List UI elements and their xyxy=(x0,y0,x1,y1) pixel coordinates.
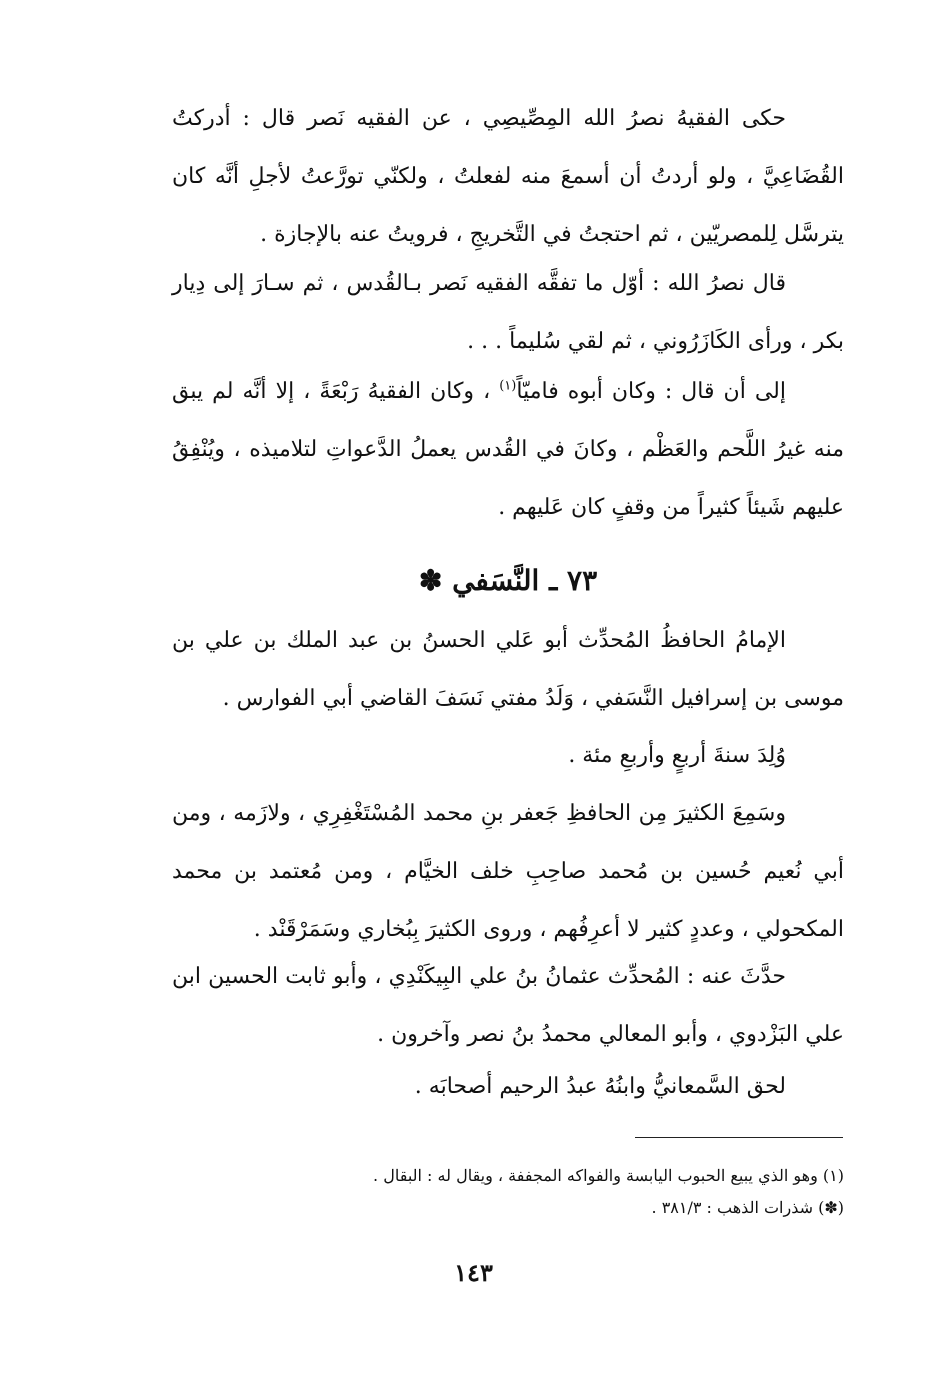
biography-heading: ٧٣ ـ النَّسَفي ✽ xyxy=(418,564,598,597)
footnote-1: (١) وهو الذي يبيع الحبوب اليابسة والفواكه المجففة ، ويقال له : البقال . xyxy=(373,1166,844,1185)
paragraph-samani: لحق السَّمعانيُّ وابنُهُ عبدُ الرحيم أصحابَه . xyxy=(414,1074,786,1099)
paragraph-nasr-travels: قال نصرُ الله : أوّل ما تفقَّه الفقيه نَصر بـالقُدس ، ثم سـارَ إلى دِيار بكر ، ورأى الكَازَرُوني ، ثم لقي سُليماً . . . xyxy=(172,271,844,354)
paragraph-father-start: إلى أن قال : وكان أبوه فاميّاً xyxy=(516,379,786,404)
paragraph-father xyxy=(172,363,844,537)
paragraph-birth: وُلِدَ سنةَ أربعٍ وأربعِ مئة . xyxy=(568,743,786,768)
paragraph-students: حدَّثَ عنه : المُحدِّث عثمانُ بنُ علي البِيكَنْدِي ، وأبو ثابت الحسين ابن علي البَزْدوي ، وأبو المعالي محمدُ بنُ نصر وآخرون . xyxy=(172,964,844,1047)
paragraph-lineage: الإمامُ الحافظُ المُحدِّث أبو عَلي الحسنُ بن عبد الملك بن علي بن موسى بن إسرافيل النَّسَفي ، وَلَدُ مفتي نَسَفَ القاضي أبي الفوارس . xyxy=(172,628,844,711)
paragraph-teachers: وسَمِعَ الكثيرَ مِن الحافظِ جَعفر بنِ محمد المُسْتَغْفِرِي ، ولازَمه ، ومن أبي نُعيم حُسين بن مُحمد صاحِبِ خلف الخيَّام ، ومن مُعتمد بن محمد المكحولي ، وعددٍ كثير لا أعرِفُهم ، وروى الكثيرَ بِبُخاري وسَمَرْقَنْد . xyxy=(172,801,844,942)
footnote-reference: (١) xyxy=(499,378,517,394)
footnote-source: (✽) شذرات الذهب : ٣٨١/٣ . xyxy=(651,1198,844,1217)
footnote-divider xyxy=(635,1137,843,1138)
paragraph-narration: حكى الفقيهُ نصرُ الله المِصِّيصِي ، عن الفقيه نَصر قال : أدركتُ القُضَاعِيَّ ، ولو أردتُ أن أسمعَ منه لفعلتُ ، ولكنّي تورَّعتُ لأجلِ أنَّه كان يترسَّل لِلمصريّين ، ثم احتجتُ في التَّخريجِ ، فرويتُ عنه بالإجازة . xyxy=(172,106,844,247)
page-number: ١٤٣ xyxy=(454,1258,493,1287)
paragraph-father-end: ، وكان الفقيهُ رَبْعَةً ، إلا أنَّه لم يبق منه غيرُ اللَّحم والعَظْم ، وكانَ في القُدس يعملُ الدَّعواتِ لتلاميذه ، ويُنْفِقُ عليهم شَيئاً كثيراً من وقفٍ كان عَليهم . xyxy=(172,379,844,520)
